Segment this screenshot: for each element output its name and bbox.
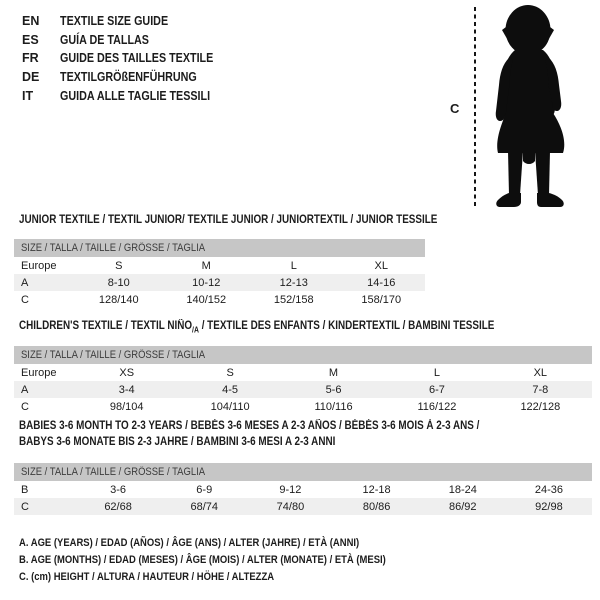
table-cell: 18-24 [448,483,477,496]
title-pre: CHILDREN'S TEXTILE / TEXTIL NIÑO [19,320,193,332]
table-cell: 80/86 [362,500,391,513]
row-label: C [21,400,29,413]
size-header-bar [14,463,592,481]
legend-line-a-text: A. AGE (YEARS) / EDAD (AÑOS) / ÂGE (ANS) / ALTER (JAHRE) / ETÀ (ANNI) [19,536,360,549]
table-cell: 5-6 [325,383,342,396]
size-header-bar [14,346,592,364]
table-cell: L [433,366,440,379]
size-header-bar [14,239,425,257]
legend-line-c [19,569,446,586]
table-cell: 9-12 [279,483,302,496]
table-cell: M [201,259,211,272]
row-label: Europe [21,366,57,379]
table-cell: 14-16 [367,276,396,289]
language-row [22,12,238,31]
row-label: C [21,293,29,306]
language-code: FR [22,51,39,66]
table-row [14,274,425,291]
guide-title: GUÍA DE TALLAS [60,32,149,47]
table-cell: S [226,366,234,379]
table-cell: 6-7 [428,383,445,396]
table-cell: 152/158 [273,293,314,306]
table-cell: 12-13 [279,276,308,289]
table-cell: 8-10 [107,276,130,289]
table-cell: S [115,259,123,272]
table-row [14,481,592,498]
table-cell: 10-12 [192,276,221,289]
language-row [22,68,238,87]
language-title-list [22,12,238,105]
junior-table-title [19,213,505,229]
babies-size-table [14,463,592,515]
legend-line-c-text: C. (cm) HEIGHT / ALTURA / HAUTEUR / HÖHE / ALTEZZA [19,571,275,584]
table-cell: 128/140 [98,293,139,306]
language-code: EN [22,14,40,29]
table-cell: 68/74 [190,500,219,513]
size-header-label: SIZE / TALLA / TAILLE / GRÖSSE / TAGLIA [21,466,206,478]
table-row [14,291,425,308]
toddler-silhouette-icon [479,3,579,210]
table-row [14,381,592,398]
table-cell: 6-9 [196,483,213,496]
table-cell: XL [374,259,388,272]
table-row [14,257,425,274]
legend-line-b [19,551,446,568]
table-cell: 62/68 [104,500,132,513]
title-sub: /A [192,325,199,335]
table-cell: M [328,366,339,379]
table-row [14,498,592,515]
guide-title: GUIDA ALLE TAGLIE TESSILI [60,88,211,103]
language-code: ES [22,32,39,47]
babies-table-title-line2: BABYS 3-6 MONATE BIS 2-3 JAHRE / BAMBINI 3-6 MESI A 2-3 ANNI [19,435,336,448]
legend-line-a [19,534,446,551]
row-label: A [21,383,29,396]
table-cell: 74/80 [276,500,305,513]
guide-title: TEXTILE SIZE GUIDE [60,14,169,29]
guide-title: TEXTILGRÖßENFÜHRUNG [60,70,197,85]
height-marker-label: C [450,101,460,116]
table-cell: XS [119,366,135,379]
language-row [22,86,238,105]
table-cell: 4-5 [222,383,239,396]
table-cell: 110/116 [314,400,353,413]
table-cell: 24-36 [534,483,564,496]
size-header-label: SIZE / TALLA / TAILLE / GRÖSSE / TAGLIA [21,349,206,361]
table-cell: XL [533,366,548,379]
table-cell: 3-4 [118,383,135,396]
row-label: Europe [21,259,57,272]
size-header-label: SIZE / TALLA / TAILLE / GRÖSSE / TAGLIA [21,242,206,254]
table-cell: 7-8 [532,383,549,396]
table-cell: 116/122 [417,400,457,413]
junior-size-table [14,239,425,308]
table-cell: 158/170 [361,293,402,306]
babies-table-title [19,419,554,450]
children-table-title [19,319,572,338]
table-cell: 92/98 [535,500,563,513]
table-cell: 104/110 [210,400,250,413]
table-cell: 98/104 [109,400,144,413]
babies-table-title-line1: BABIES 3-6 MONTH TO 2-3 YEARS / BEBÉS 3-6 MESES A 2-3 AÑOS / BÉBÉS 3-6 MOIS À 2-3 ANS / [19,420,480,432]
language-row [22,31,238,50]
language-code: DE [22,70,40,85]
children-size-table [14,346,592,415]
language-row [22,49,238,68]
title-post: / TEXTILE DES ENFANTS / KINDERTEXTIL / BAMBINI TESSILE [198,320,495,332]
table-cell: 86/92 [449,500,477,513]
row-label: A [21,276,29,289]
language-code: IT [22,88,34,103]
legend-line-b-text: B. AGE (MONTHS) / EDAD (MESES) / ÂGE (MOIS) / ALTER (MONATE) / ETÀ (MESI) [19,553,386,566]
guide-title: GUIDE DES TAILLES TEXTILE [60,51,214,66]
table-cell: L [290,259,297,272]
table-cell: 140/152 [186,293,227,306]
row-label: C [21,500,29,513]
table-cell: 122/128 [520,400,561,413]
legend [19,534,446,586]
table-cell: 12-18 [362,483,391,496]
children-table-title-text [19,319,494,338]
row-label: B [21,483,29,496]
table-row [14,398,592,415]
junior-table-title-text: JUNIOR TEXTILE / TEXTIL JUNIOR/ TEXTILE JUNIOR / JUNIORTEXTIL / JUNIOR TESSILE [19,214,438,226]
height-measure-dashed-line [474,7,476,206]
table-cell: 3-6 [110,483,127,496]
table-row [14,364,592,381]
